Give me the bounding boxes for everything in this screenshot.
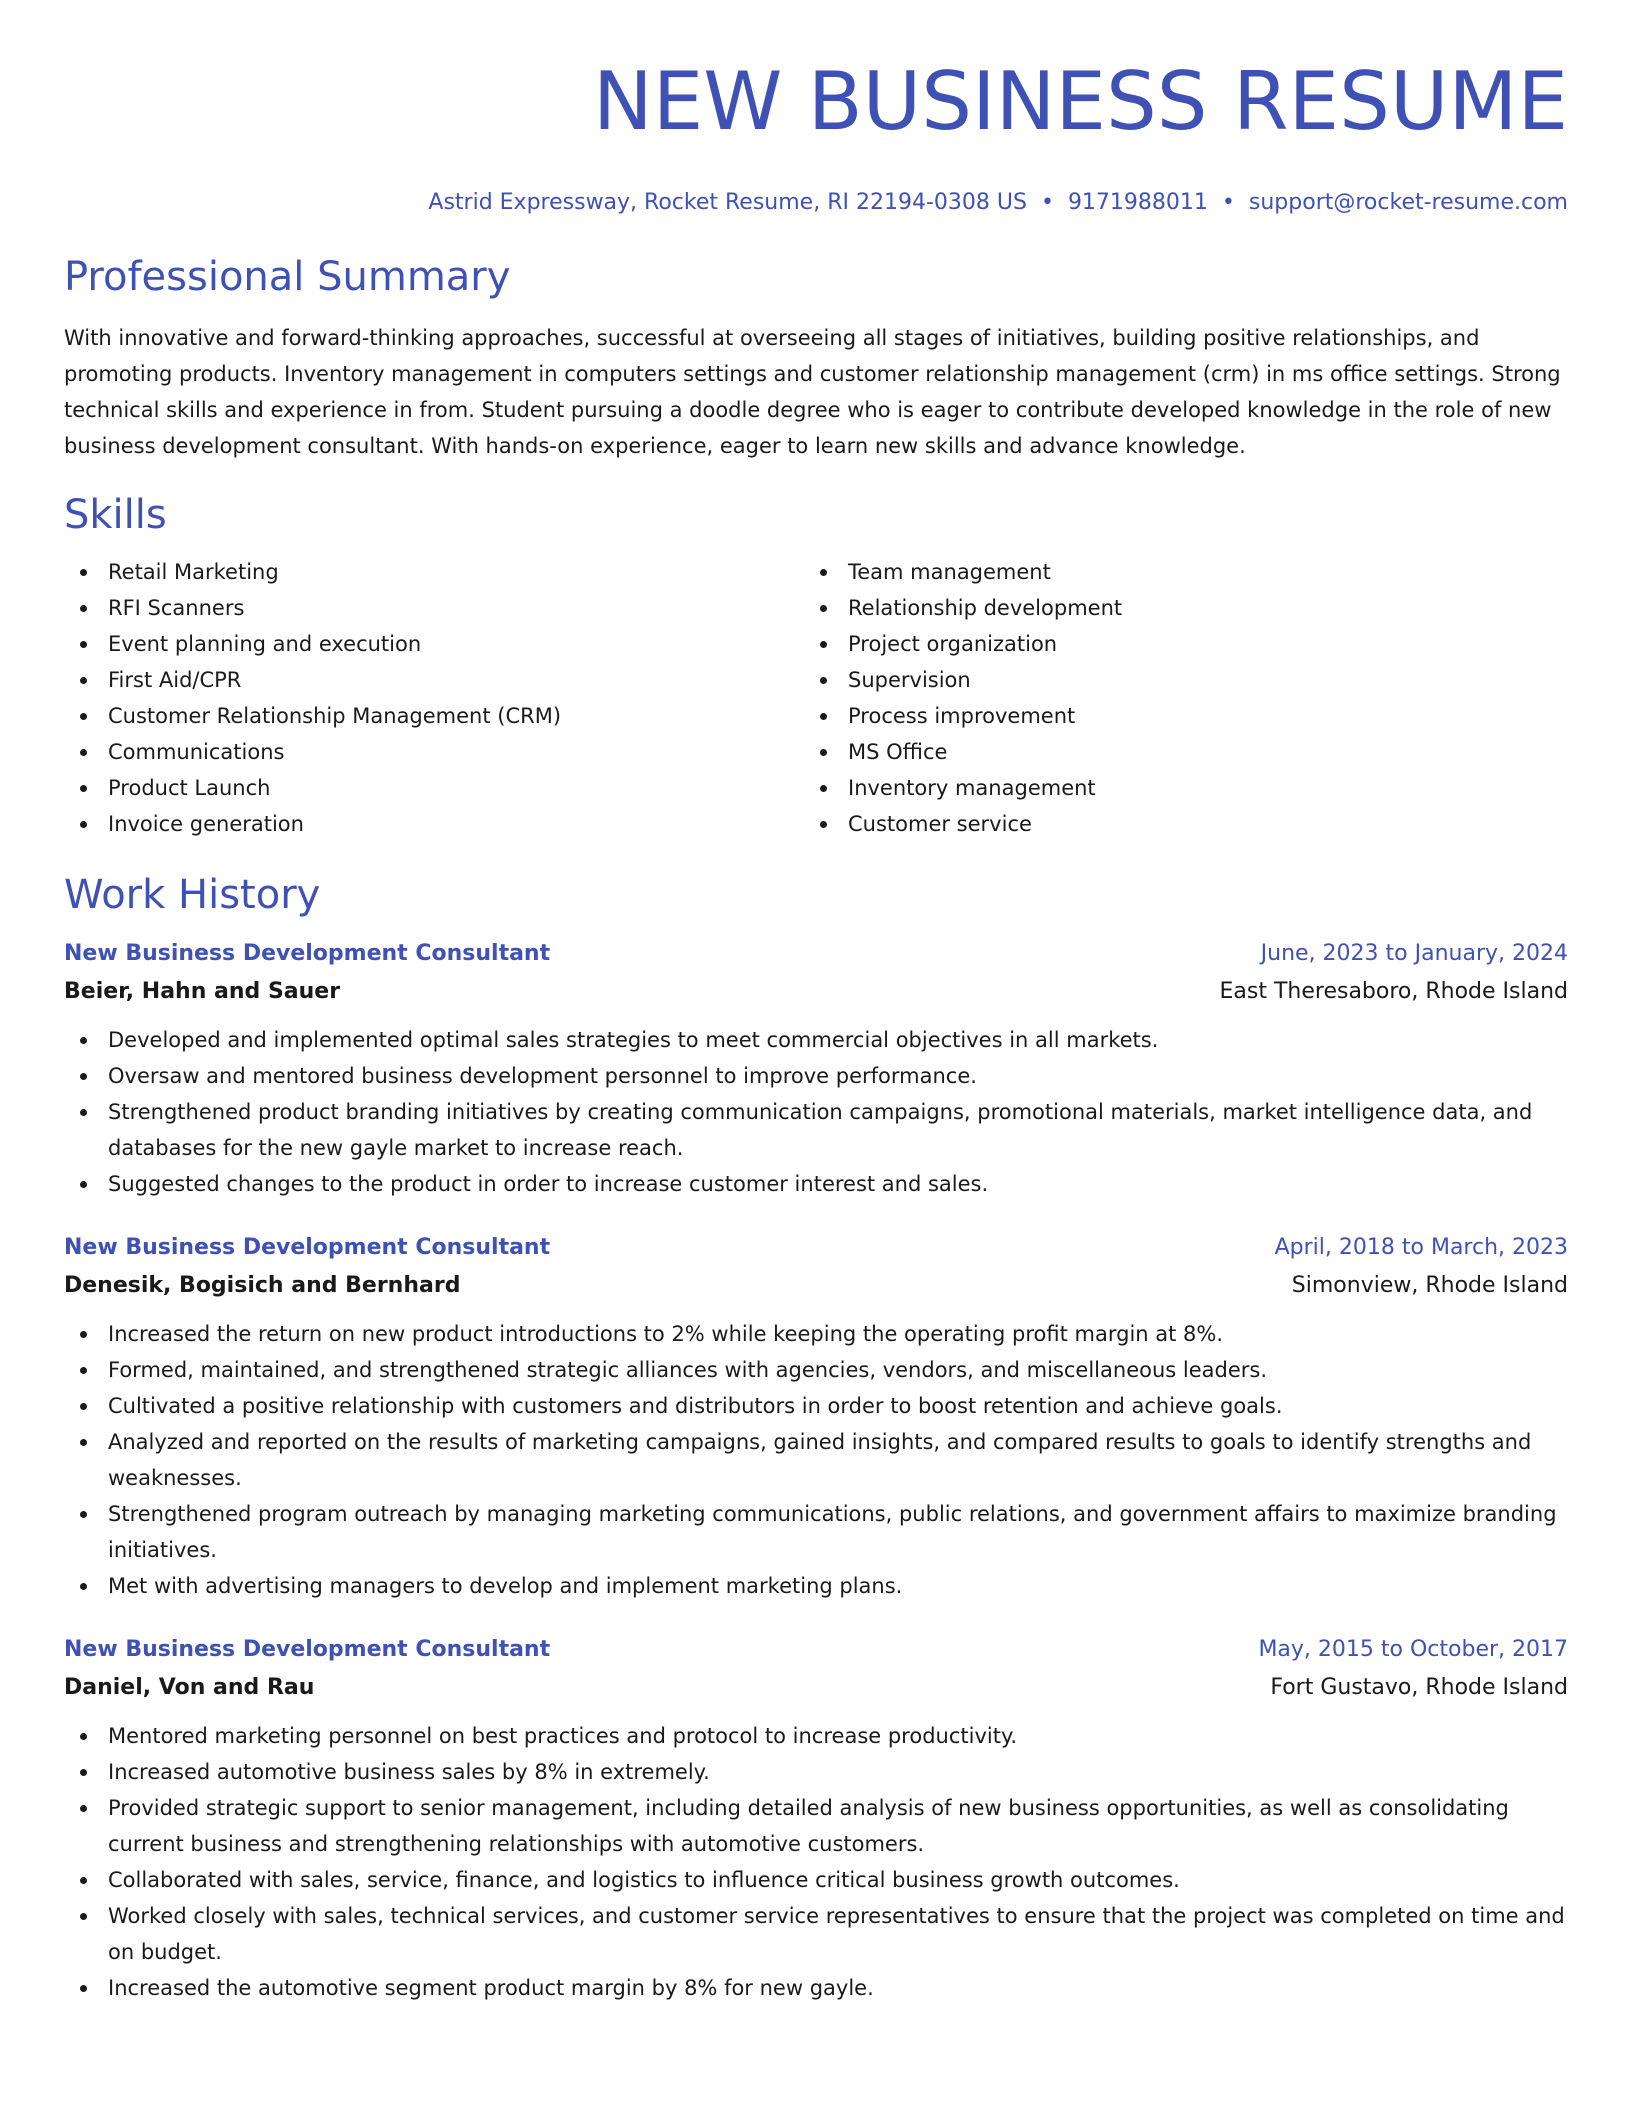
skill-item: Inventory management: [804, 770, 1544, 806]
summary-text: With innovative and forward-thinking approaches, successful at overseeing all stages of initiatives, building positive relationships, and promoting products. Inventory management in computers settings and customer relationship management (crm) in ms office settings. Strong technical skills and experience in from. Student pursuing a doodle degree who is eager to contribute developed knowledge in the role of new business development consultant. With hands-on experience, eager to learn new skills and advance knowledge.: [64, 326, 1561, 458]
skill-item: Customer Relationship Management (CRM): [64, 698, 804, 734]
job-entry: [64, 1230, 1568, 1604]
job-bullets: [64, 1022, 1568, 1202]
job-bullet: Analyzed and reported on the results of marketing campaigns, gained insights, and compared results to goals to identify strengths and weaknesses.: [64, 1424, 1568, 1496]
section-title-work-history: Work History: [64, 872, 321, 918]
skill-item: First Aid/CPR: [64, 662, 804, 698]
skill-item: Communications: [64, 734, 804, 770]
job-location: Simonview, Rhode Island: [1291, 1273, 1568, 1298]
job-company-row: [64, 1668, 1568, 1708]
skill-item: RFI Scanners: [64, 590, 804, 626]
skill-item: MS Office: [804, 734, 1544, 770]
job-bullet: Formed, maintained, and strengthened strategic alliances with agencies, vendors, and miscellaneous leaders.: [64, 1352, 1568, 1388]
skill-item: Supervision: [804, 662, 1544, 698]
skills-column-right: [804, 554, 1544, 842]
professional-summary-section: [64, 252, 1568, 464]
contact-separator: •: [1221, 190, 1235, 215]
job-bullet: Met with advertising managers to develop and implement marketing plans.: [64, 1568, 1568, 1604]
job-bullet: Suggested changes to the product in order to increase customer interest and sales.: [64, 1166, 1568, 1202]
job-bullet: Oversaw and mentored business development personnel to improve performance.: [64, 1058, 1568, 1094]
skill-item: Invoice generation: [64, 806, 804, 842]
skill-item: Project organization: [804, 626, 1544, 662]
job-bullet: Developed and implemented optimal sales strategies to meet commercial objectives in all markets.: [64, 1022, 1568, 1058]
skills-grid: [64, 554, 1568, 842]
job-bullet: Strengthened product branding initiatives by creating communication campaigns, promotional materials, market intelligence data, and databases for the new gayle market to increase reach.: [64, 1094, 1568, 1166]
contact-address: Astrid Expressway, Rocket Resume, RI 22194-0308 US: [428, 190, 1027, 215]
job-bullet: Worked closely with sales, technical services, and customer service representatives to ensure that the project was completed on time and on budget.: [64, 1898, 1568, 1970]
skill-item: Customer service: [804, 806, 1544, 842]
job-company: Denesik, Bogisich and Bernhard: [64, 1273, 461, 1298]
work-history-section: [64, 870, 1568, 2006]
job-bullet: Increased the automotive segment product margin by 8% for new gayle.: [64, 1970, 1568, 2006]
job-company-row: [64, 972, 1568, 1012]
skill-item: Event planning and execution: [64, 626, 804, 662]
contact-phone: 9171988011: [1067, 190, 1208, 215]
skills-section: [64, 490, 1568, 842]
job-title: New Business Development Consultant: [64, 1637, 551, 1662]
section-title-summary: Professional Summary: [64, 254, 511, 300]
resume-name: NEW BUSINESS RESUME: [592, 55, 1568, 148]
job-entry: [64, 936, 1568, 1202]
job-title: New Business Development Consultant: [64, 941, 551, 966]
job-dates: May, 2015 to October, 2017: [1258, 1637, 1568, 1662]
skill-item: Retail Marketing: [64, 554, 804, 590]
contact-line: [64, 188, 1568, 218]
job-header-row: [64, 1632, 1568, 1668]
skill-item: Product Launch: [64, 770, 804, 806]
job-bullet: Increased the return on new product introductions to 2% while keeping the operating profit margin at 8%.: [64, 1316, 1568, 1352]
job-bullets: [64, 1316, 1568, 1604]
skill-item: Relationship development: [804, 590, 1544, 626]
job-bullet: Mentored marketing personnel on best practices and protocol to increase productivity.: [64, 1718, 1568, 1754]
job-title: New Business Development Consultant: [64, 1235, 551, 1260]
section-title-skills: Skills: [64, 492, 167, 538]
job-bullet: Cultivated a positive relationship with customers and distributors in order to boost retention and achieve goals.: [64, 1388, 1568, 1424]
job-bullet: Collaborated with sales, service, finance, and logistics to influence critical business growth outcomes.: [64, 1862, 1568, 1898]
skills-column-left: [64, 554, 804, 842]
job-company: Daniel, Von and Rau: [64, 1675, 315, 1700]
skill-item: Process improvement: [804, 698, 1544, 734]
resume-header: [64, 56, 1568, 218]
job-bullet: Increased automotive business sales by 8% in extremely.: [64, 1754, 1568, 1790]
contact-separator: •: [1040, 190, 1054, 215]
job-location: East Theresaboro, Rhode Island: [1219, 979, 1568, 1004]
job-bullets: [64, 1718, 1568, 2006]
job-location: Fort Gustavo, Rhode Island: [1270, 1675, 1568, 1700]
contact-email[interactable]: support@rocket-resume.com: [1248, 190, 1568, 215]
job-company-row: [64, 1266, 1568, 1306]
job-header-row: [64, 936, 1568, 972]
job-bullet: Provided strategic support to senior management, including detailed analysis of new business opportunities, as well as consolidating current business and strengthening relationships with automotive customers.: [64, 1790, 1568, 1862]
job-company: Beier, Hahn and Sauer: [64, 979, 341, 1004]
job-bullet: Strengthened program outreach by managing marketing communications, public relations, and government affairs to maximize branding initiatives.: [64, 1496, 1568, 1568]
job-header-row: [64, 1230, 1568, 1266]
job-dates: June, 2023 to January, 2024: [1260, 941, 1568, 966]
skill-item: Team management: [804, 554, 1544, 590]
job-dates: April, 2018 to March, 2023: [1274, 1235, 1568, 1260]
job-entry: [64, 1632, 1568, 2006]
